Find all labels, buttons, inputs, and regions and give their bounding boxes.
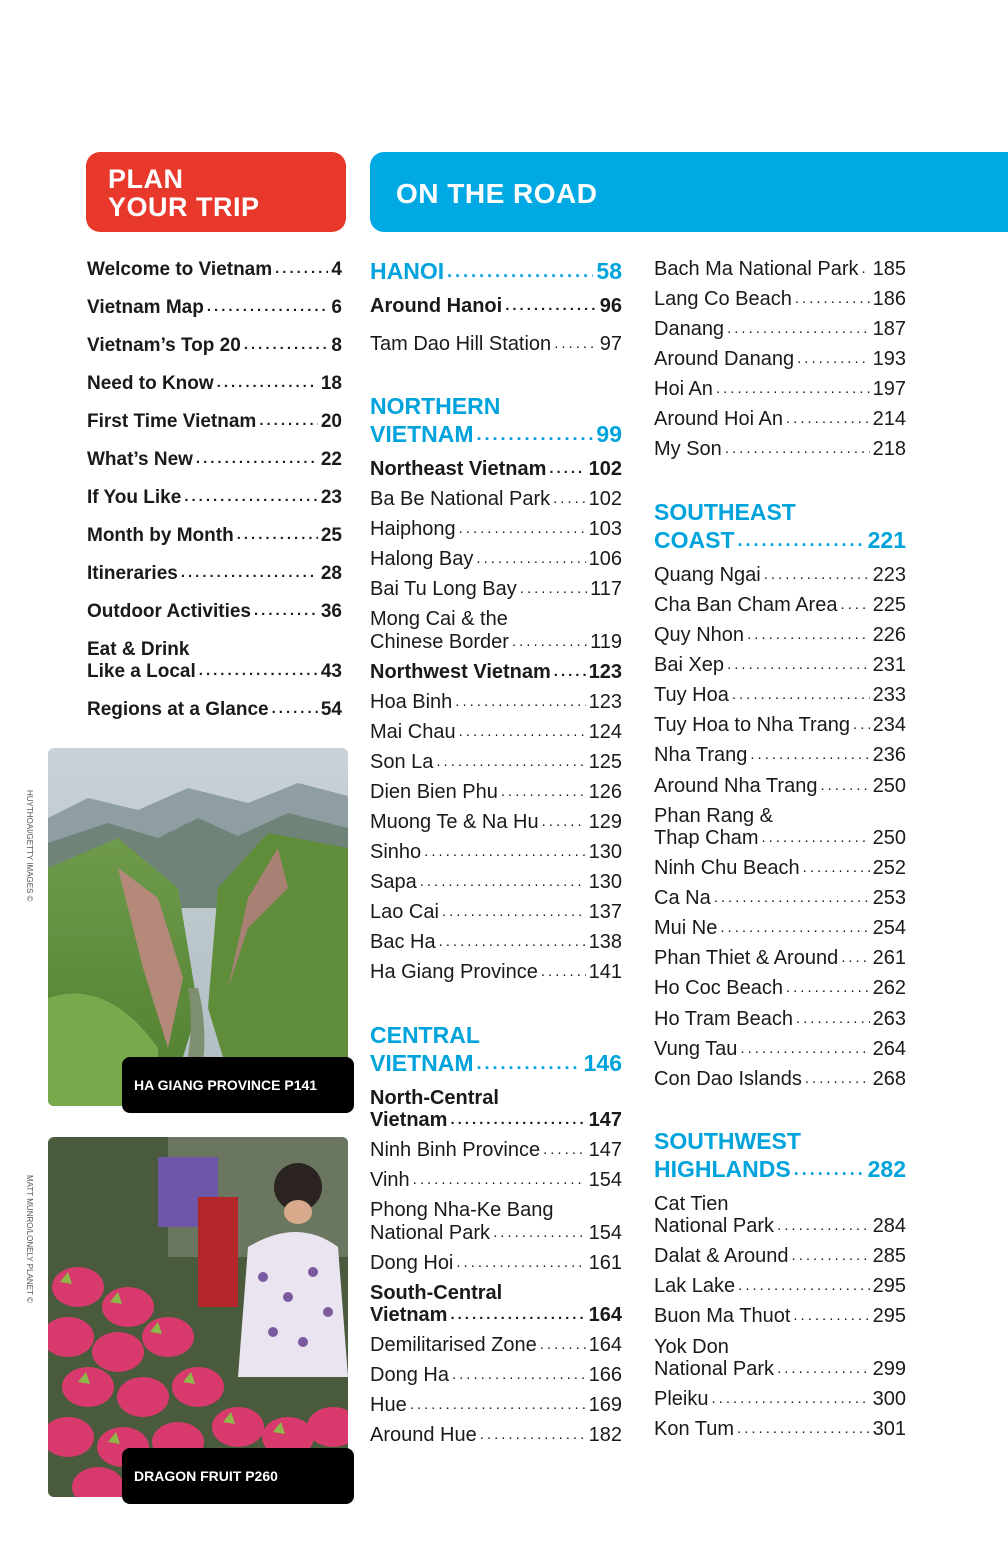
toc-entry[interactable]: Chinese Border ..... 119 bbox=[370, 631, 622, 654]
toc-entry[interactable]: Haiphong ..... 103 bbox=[370, 518, 622, 541]
toc-entry[interactable]: Regions at a Glance ..... 54 bbox=[87, 698, 342, 721]
toc-entry-line1[interactable]: Yok Don bbox=[654, 1336, 729, 1358]
toc-entry[interactable]: Vietnam Map ..... 6 bbox=[87, 296, 342, 319]
toc-entry[interactable]: Muong Te & Na Hu ..... 129 bbox=[370, 811, 622, 834]
toc-entry[interactable]: Around Hue ..... 182 bbox=[370, 1424, 622, 1447]
section-heading-central[interactable]: VIETNAM ..... 146 bbox=[370, 1049, 622, 1077]
toc-entry[interactable]: Lang Co Beach ..... 186 bbox=[654, 288, 906, 311]
toc-entry[interactable]: Hoi An ..... 197 bbox=[654, 378, 906, 401]
section-heading-line1[interactable]: SOUTHWEST bbox=[654, 1128, 801, 1154]
toc-entry[interactable]: Month by Month ..... 25 bbox=[87, 524, 342, 547]
section-heading-southeast[interactable]: COAST ..... 221 bbox=[654, 526, 906, 554]
toc-entry[interactable]: Itineraries ..... 28 bbox=[87, 562, 342, 585]
toc-entry[interactable]: National Park ..... 299 bbox=[654, 1358, 906, 1381]
road-tab-title: ON THE ROAD bbox=[396, 178, 598, 209]
photo-caption: DRAGON FRUIT P260 bbox=[122, 1448, 354, 1504]
toc-entry-line1[interactable]: Cat Tien bbox=[654, 1193, 729, 1215]
toc-entry[interactable]: Danang ..... 187 bbox=[654, 318, 906, 341]
toc-entry[interactable]: Need to Know ..... 18 bbox=[87, 372, 342, 395]
toc-entry[interactable]: Ninh Binh Province ..... 147 bbox=[370, 1139, 622, 1162]
toc-entry[interactable]: Vung Tau ..... 264 bbox=[654, 1038, 906, 1061]
toc-entry[interactable]: Dien Bien Phu ..... 126 bbox=[370, 781, 622, 804]
toc-entry[interactable]: Ho Tram Beach ..... 263 bbox=[654, 1008, 906, 1031]
toc-entry[interactable]: Dong Hoi ..... 161 bbox=[370, 1252, 622, 1275]
toc-entry[interactable]: My Son ..... 218 bbox=[654, 438, 906, 461]
ha-giang-photo bbox=[48, 748, 348, 1106]
market-vendor-image bbox=[48, 1137, 348, 1497]
toc-entry[interactable]: Quy Nhon ..... 226 bbox=[654, 624, 906, 647]
photo-credit: MATT MUNRO/LONELY PLANET © bbox=[25, 1175, 34, 1303]
toc-entry[interactable]: Like a Local ..... 43 bbox=[87, 660, 342, 683]
toc-entry[interactable]: Mui Ne ..... 254 bbox=[654, 917, 906, 940]
plan-tab-line1: PLAN bbox=[108, 164, 184, 194]
photo-caption: HA GIANG PROVINCE P141 bbox=[122, 1057, 354, 1113]
toc-entry[interactable]: Thap Cham ..... 250 bbox=[654, 827, 906, 850]
toc-entry[interactable]: What’s New ..... 22 bbox=[87, 448, 342, 471]
toc-entry[interactable]: Bai Tu Long Bay ..... 117 bbox=[370, 578, 622, 601]
toc-entry[interactable]: First Time Vietnam ..... 20 bbox=[87, 410, 342, 433]
toc-entry[interactable]: Cha Ban Cham Area ..... 225 bbox=[654, 594, 906, 617]
toc-entry[interactable]: Quang Ngai ..... 223 bbox=[654, 564, 906, 587]
toc-entry[interactable]: Northeast Vietnam ..... 102 bbox=[370, 458, 622, 481]
toc-entry[interactable]: Around Hanoi ..... 96 bbox=[370, 295, 622, 318]
dragon-fruit-photo bbox=[48, 1137, 348, 1497]
toc-entry[interactable]: Vinh ..... 154 bbox=[370, 1169, 622, 1192]
section-heading-line1[interactable]: NORTHERN bbox=[370, 393, 501, 419]
toc-entry[interactable]: Bac Ha ..... 138 bbox=[370, 931, 622, 954]
toc-entry[interactable]: Lao Cai ..... 137 bbox=[370, 901, 622, 924]
toc-entry[interactable]: Lak Lake ..... 295 bbox=[654, 1275, 906, 1298]
section-heading-southwest[interactable]: HIGHLANDS ..... 282 bbox=[654, 1155, 906, 1183]
toc-entry[interactable]: Nha Trang ..... 236 bbox=[654, 744, 906, 767]
toc-entry-line1[interactable]: Phong Nha-Ke Bang bbox=[370, 1199, 554, 1221]
toc-entry[interactable]: Pleiku ..... 300 bbox=[654, 1388, 906, 1411]
on-the-road-tab bbox=[370, 152, 1008, 232]
toc-entry[interactable]: Bach Ma National Park ..... 185 bbox=[654, 258, 906, 281]
toc-entry[interactable]: Welcome to Vietnam ..... 4 bbox=[87, 258, 342, 281]
toc-entry-line1[interactable]: North-Central bbox=[370, 1087, 499, 1109]
toc-entry[interactable]: Demilitarised Zone ..... 164 bbox=[370, 1334, 622, 1357]
toc-entry[interactable]: Son La ..... 125 bbox=[370, 751, 622, 774]
toc-entry[interactable]: Vietnam ..... 164 bbox=[370, 1304, 622, 1327]
toc-entry[interactable]: National Park ..... 284 bbox=[654, 1215, 906, 1238]
toc-entry[interactable]: Around Danang ..... 193 bbox=[654, 348, 906, 371]
toc-entry-line1[interactable]: Mong Cai & the bbox=[370, 608, 508, 630]
toc-entry[interactable]: Sinho ..... 130 bbox=[370, 841, 622, 864]
toc-entry[interactable]: Dalat & Around ..... 285 bbox=[654, 1245, 906, 1268]
toc-entry[interactable]: Tuy Hoa ..... 233 bbox=[654, 684, 906, 707]
toc-entry[interactable]: National Park ..... 154 bbox=[370, 1222, 622, 1245]
toc-entry[interactable]: Kon Tum ..... 301 bbox=[654, 1418, 906, 1441]
plan-tab-line2: YOUR TRIP bbox=[108, 192, 260, 222]
toc-entry[interactable]: Around Nha Trang ..... 250 bbox=[654, 775, 906, 798]
section-heading-line1[interactable]: SOUTHEAST bbox=[654, 499, 796, 525]
toc-entry[interactable]: Hoa Binh ..... 123 bbox=[370, 691, 622, 714]
toc-entry[interactable]: If You Like ..... 23 bbox=[87, 486, 342, 509]
photo-credit: HUYTHOAI/GETTY IMAGES © bbox=[25, 790, 34, 902]
toc-entry[interactable]: Northwest Vietnam ..... 123 bbox=[370, 661, 622, 684]
toc-entry[interactable]: Tuy Hoa to Nha Trang ..... 234 bbox=[654, 714, 906, 737]
toc-entry[interactable]: Ba Be National Park ..... 102 bbox=[370, 488, 622, 511]
toc-entry-line1[interactable]: South-Central bbox=[370, 1282, 503, 1304]
section-heading-line1[interactable]: CENTRAL bbox=[370, 1022, 480, 1048]
toc-entry-line1[interactable]: Eat & Drink bbox=[87, 639, 190, 660]
section-heading-northern[interactable]: VIETNAM ..... 99 bbox=[370, 420, 622, 448]
toc-entry[interactable]: Mai Chau ..... 124 bbox=[370, 721, 622, 744]
toc-entry[interactable]: Tam Dao Hill Station ..... 97 bbox=[370, 333, 622, 356]
toc-entry[interactable]: Ninh Chu Beach ..... 252 bbox=[654, 857, 906, 880]
toc-entry[interactable]: Phan Thiet & Around ..... 261 bbox=[654, 947, 906, 970]
toc-entry[interactable]: Around Hoi An ..... 214 bbox=[654, 408, 906, 431]
toc-entry[interactable]: Ha Giang Province ..... 141 bbox=[370, 961, 622, 984]
toc-entry[interactable]: Con Dao Islands ..... 268 bbox=[654, 1068, 906, 1091]
toc-entry[interactable]: Hue ..... 169 bbox=[370, 1394, 622, 1417]
section-heading-hanoi[interactable]: HANOI ..... 58 bbox=[370, 257, 622, 285]
toc-entry[interactable]: Vietnam ..... 147 bbox=[370, 1109, 622, 1132]
toc-entry-line1[interactable]: Phan Rang & bbox=[654, 805, 773, 827]
toc-entry[interactable]: Sapa ..... 130 bbox=[370, 871, 622, 894]
toc-entry[interactable]: Buon Ma Thuot ..... 295 bbox=[654, 1305, 906, 1328]
mountain-valley-image bbox=[48, 748, 348, 1106]
toc-entry[interactable]: Dong Ha ..... 166 bbox=[370, 1364, 622, 1387]
toc-entry[interactable]: Vietnam’s Top 20 ..... 8 bbox=[87, 334, 342, 357]
toc-entry[interactable]: Outdoor Activities ..... 36 bbox=[87, 600, 342, 623]
toc-entry[interactable]: Ca Na ..... 253 bbox=[654, 887, 906, 910]
toc-entry[interactable]: Halong Bay ..... 106 bbox=[370, 548, 622, 571]
toc-entry[interactable]: Ho Coc Beach ..... 262 bbox=[654, 977, 906, 1000]
toc-entry[interactable]: Bai Xep ..... 231 bbox=[654, 654, 906, 677]
plan-your-trip-tab bbox=[86, 152, 346, 232]
